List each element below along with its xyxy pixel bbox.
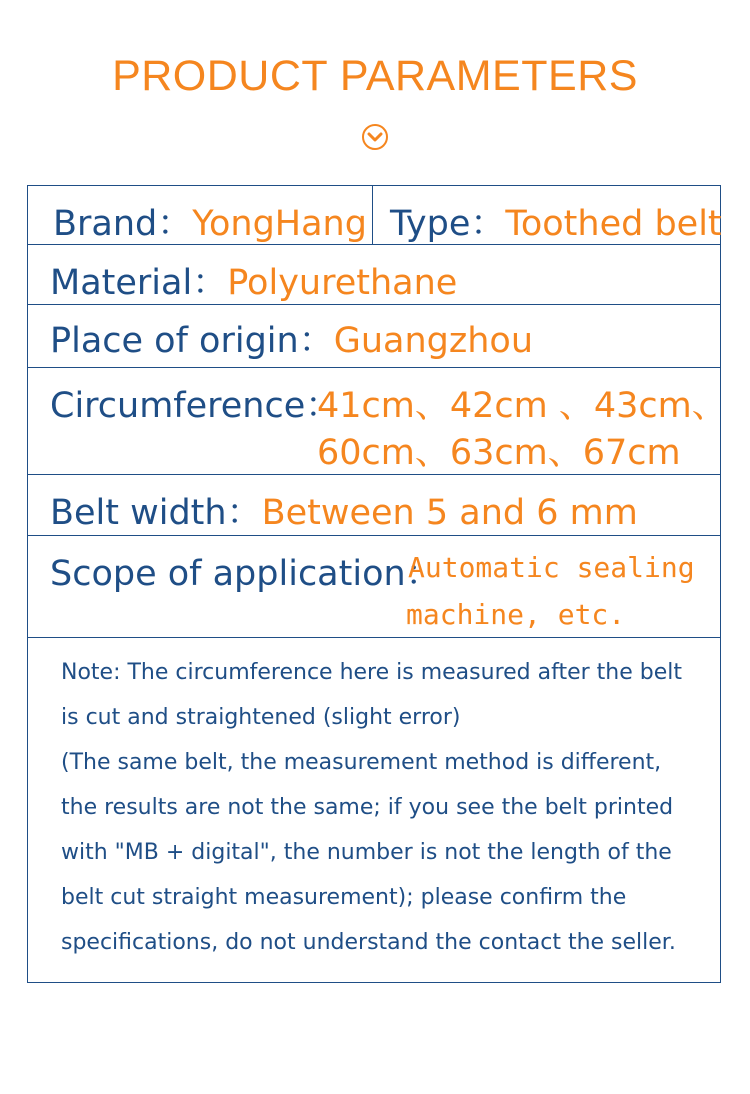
scope-label: Scope of application： xyxy=(50,554,441,594)
column-divider xyxy=(372,186,373,244)
row-circumference xyxy=(28,368,727,475)
row-origin xyxy=(28,305,720,368)
belt-width-label: Belt width： xyxy=(50,493,262,533)
row-brand-type xyxy=(28,186,720,245)
material-value: Polyurethane xyxy=(227,263,458,303)
row-scope xyxy=(28,536,720,638)
note-paragraph-1: Note: The circumference here is measured after the belt is cut and straightened (slight error) xyxy=(61,660,682,730)
note-paragraph-2: (The same belt, the measurement method is different, the results are not the same; if you see the belt printed with "MB + digital", the number is not the length of the belt cut straight measurement); please confirm the specifications, do not understand the contact the seller. xyxy=(61,750,676,955)
note-text xyxy=(61,650,701,965)
type-value: Toothed belt xyxy=(505,204,722,244)
row-belt-width xyxy=(28,475,720,536)
type-label: Type： xyxy=(390,204,506,244)
origin-label: Place of origin： xyxy=(50,321,334,361)
origin-value: Guangzhou xyxy=(333,321,534,361)
row-material xyxy=(28,245,720,305)
parameters-table xyxy=(27,185,727,983)
circumference-value-line1: 41cm、42cm 、43cm、 xyxy=(317,386,727,426)
page-title: PRODUCT PARAMETERS xyxy=(112,52,638,100)
material-label: Material： xyxy=(50,263,228,303)
brand-cell xyxy=(53,196,367,246)
brand-label: Brand： xyxy=(53,204,193,244)
circumference-label: Circumference： xyxy=(50,386,341,426)
chevron-down-circle-icon xyxy=(361,123,389,151)
scope-value-line1: Automatic sealing xyxy=(408,551,695,584)
circumference-value-line2: 60cm、63cm、67cm xyxy=(317,433,681,473)
scope-value-line2: machine, etc. xyxy=(406,598,626,631)
brand-value: YongHang xyxy=(192,204,367,244)
type-cell xyxy=(390,196,722,246)
belt-width-value: Between 5 and 6 mm xyxy=(261,493,638,533)
